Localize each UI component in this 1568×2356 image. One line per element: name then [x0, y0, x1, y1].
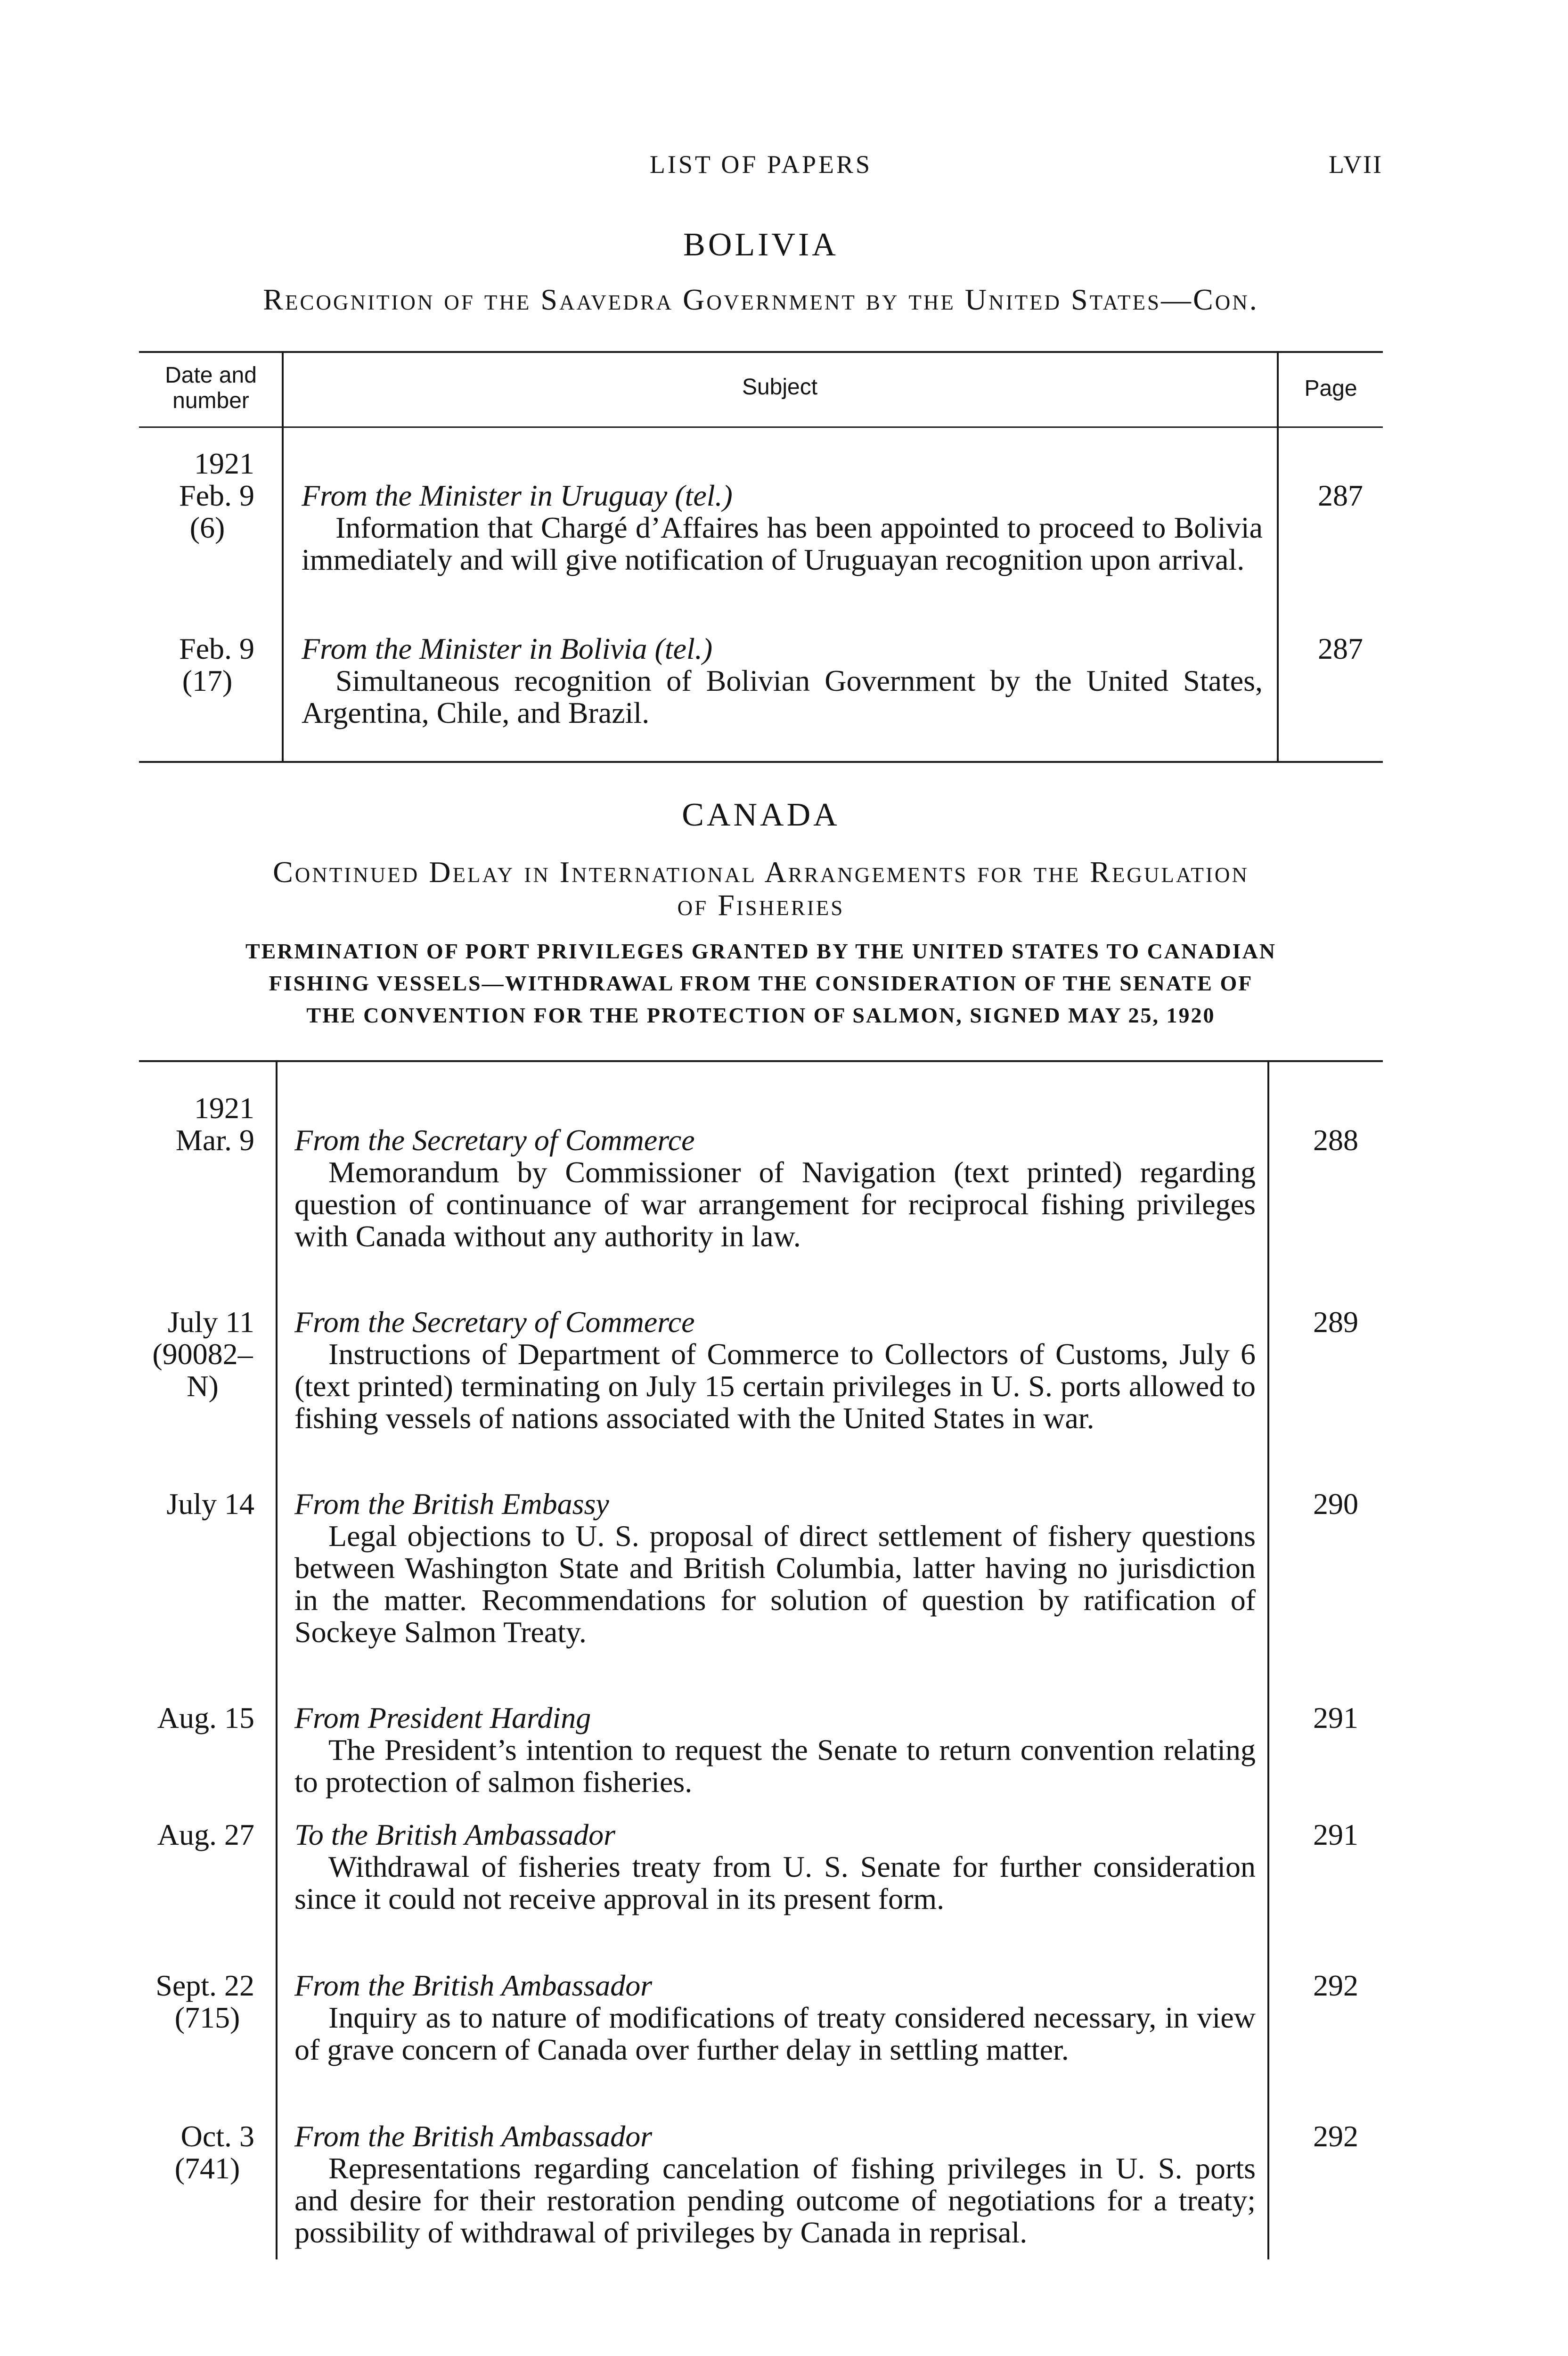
entry-date: Oct. 3	[180, 2119, 254, 2153]
entry-date: Aug. 15	[157, 1701, 254, 1734]
table-top-rule	[139, 351, 1383, 353]
entry-source: From the Minister in Uruguay (tel.)	[302, 479, 733, 512]
entry-description: Withdrawal of fisheries treaty from U. S. Senate for further consideration since it could not receive approval in its present form.	[294, 1850, 1256, 1915]
entry-date: July 11	[167, 1305, 254, 1339]
entry-date: Feb. 9	[179, 632, 254, 665]
entry-date: Mar. 9	[175, 1123, 254, 1157]
table-bottom-rule	[139, 761, 1383, 763]
entry-description: Inquiry as to nature of modifications of treaty considered necessary, in view of grave concern of Canada over further delay in settling matter.	[294, 2001, 1256, 2066]
column-header-subject: Subject	[742, 375, 818, 400]
entry-source: From the British Embassy	[294, 1487, 609, 1521]
table-header-rule	[139, 426, 1383, 428]
entry-page: 288	[1313, 1123, 1358, 1157]
column-divider	[1277, 351, 1279, 761]
entry-date: July 14	[166, 1487, 254, 1521]
entry-page: 287	[1318, 479, 1363, 512]
page-number: LVII	[1329, 150, 1383, 179]
entry-source: From the British Ambassador	[294, 2119, 653, 2153]
entry-page: 290	[1313, 1487, 1358, 1521]
entry-source: From the Minister in Bolivia (tel.)	[302, 632, 713, 665]
entry-source: From the British Ambassador	[294, 1969, 653, 2002]
year-label: 1921	[194, 447, 254, 480]
running-header	[139, 150, 1383, 188]
entry-page: 292	[1313, 2119, 1358, 2153]
entry-page: 291	[1313, 1818, 1358, 1851]
entry-date: Aug. 27	[157, 1818, 254, 1851]
entry-number: (90082–N)	[152, 1337, 253, 1403]
entry-number: (6)	[189, 511, 225, 544]
country-heading-bolivia: BOLIVIA	[683, 227, 839, 263]
entry-page: 291	[1313, 1701, 1358, 1734]
entry-page: 289	[1313, 1305, 1358, 1339]
running-title: LIST OF PAPERS	[649, 150, 873, 179]
entry-description: Information that Chargé d’Affaires has been appointed to proceed to Bolivia immediately and will give notification of Uruguayan recognition upon arrival.	[302, 511, 1263, 576]
section-title-canada-line1: Continued Delay in International Arrangements for the Regulation	[273, 855, 1249, 889]
entry-description: Memorandum by Commissioner of Navigation (text printed) regarding question of continuance of war arrangement for reciprocal fishing privileges with Canada without any authority in law.	[294, 1155, 1256, 1253]
entry-source: To the British Ambassador	[294, 1818, 616, 1851]
entry-description: Representations regarding cancelation of fishing privileges in U. S. ports and desire for their restoration pending outcome of negotiations for a treaty; possibility of withdrawal of privileges by Canada in reprisal.	[294, 2151, 1256, 2249]
column-divider	[282, 351, 284, 761]
column-header-date: Date and number	[165, 363, 257, 413]
entry-source: From the Secretary of Commerce	[294, 1305, 695, 1339]
column-header-page: Page	[1304, 376, 1357, 401]
entry-source: From President Harding	[294, 1701, 591, 1734]
entry-page: 292	[1313, 1969, 1358, 2002]
section-title-bolivia: Recognition of the Saavedra Government by the United States—Con.	[263, 283, 1259, 316]
country-heading-canada: CANADA	[682, 797, 840, 833]
column-divider	[1267, 1060, 1269, 2259]
subsection-title-line3: THE CONVENTION FOR THE PROTECTION OF SALMON, SIGNED MAY 25, 1920	[306, 1003, 1216, 1027]
entry-number: (715)	[174, 2001, 240, 2034]
subsection-title-line1: TERMINATION OF PORT PRIVILEGES GRANTED BY THE UNITED STATES TO CANADIAN	[245, 939, 1277, 963]
entry-description: Legal objections to U. S. proposal of direct settlement of fishery questions between Washington State and British Columbia, latter having no jurisdiction in the matter. Recommendations for solution of question by ratification of Sockeye Salmon Treaty.	[294, 1519, 1256, 1649]
entry-description: The President’s intention to request the Senate to return convention relating to protection of salmon fisheries.	[294, 1733, 1256, 1799]
section-title-canada-line2: of Fisheries	[677, 888, 845, 922]
entry-description: Simultaneous recognition of Bolivian Government by the United States, Argentina, Chile, and Brazil.	[302, 664, 1263, 729]
entry-page: 287	[1318, 632, 1363, 665]
subsection-title-line2: FISHING VESSELS—WITHDRAWAL FROM THE CONSIDERATION OF THE SENATE OF	[269, 971, 1253, 995]
entry-date: Sept. 22	[155, 1969, 254, 2002]
year-label: 1921	[194, 1091, 254, 1125]
column-divider	[276, 1060, 278, 2259]
entry-source: From the Secretary of Commerce	[294, 1123, 695, 1157]
entry-number: (741)	[174, 2151, 240, 2185]
entry-date: Feb. 9	[179, 479, 254, 512]
entry-description: Instructions of Department of Commerce to Collectors of Customs, July 6 (text printed) terminating on July 15 certain privileges in U. S. ports allowed to fishing vessels of nations associated with the United States in war.	[294, 1337, 1256, 1435]
table-top-rule	[139, 1060, 1383, 1062]
entry-number: (17)	[182, 664, 233, 697]
